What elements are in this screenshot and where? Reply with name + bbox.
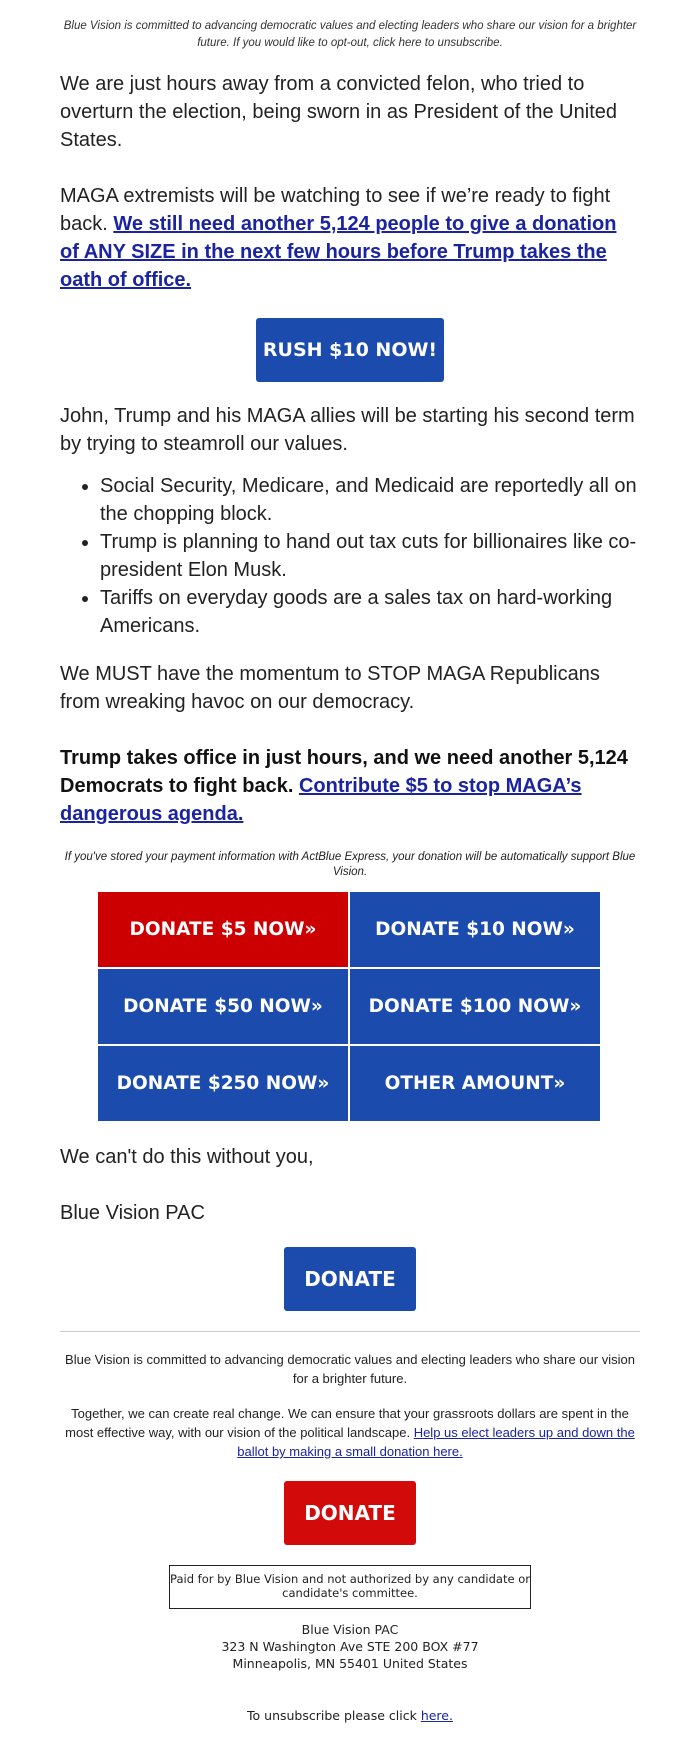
donation-goal-link[interactable]: We still need another 5,124 people to give a donation of ANY SIZE in the next few hours before Trump takes the oath of office. xyxy=(60,213,617,291)
address-line: 323 N Washington Ave STE 200 BOX #77 xyxy=(221,1639,479,1654)
list-item: • Social Security, Medicare, and Medicaid are reportedly all on the chopping block. xyxy=(100,472,640,528)
footer-divider xyxy=(60,1331,640,1332)
momentum-paragraph: We MUST have the momentum to STOP MAGA Republicans from wreaking havoc on our democracy. xyxy=(60,663,600,713)
paid-for-disclaimer: Paid for by Blue Vision and not authorized by any candidate or candidate's committee. xyxy=(169,1565,531,1609)
unsubscribe-link[interactable]: here. xyxy=(420,1708,453,1723)
donate-10-button[interactable]: DONATE $10 NOW» xyxy=(350,892,600,967)
call-paragraph xyxy=(60,182,640,294)
address-line: Blue Vision PAC xyxy=(301,1622,399,1637)
intro-paragraph: We are just hours away from a convicted felon, who tried to overturn the election, being sworn in as President of the United States. xyxy=(60,73,617,151)
footer-donate-button[interactable]: DONATE xyxy=(284,1481,416,1545)
address-line: Minneapolis, MN 55401 United States xyxy=(232,1656,468,1671)
donate-100-button[interactable]: DONATE $100 NOW» xyxy=(350,969,600,1044)
donate-button[interactable]: DONATE xyxy=(284,1247,416,1311)
issues-list xyxy=(60,472,640,640)
contribute-5-link[interactable]: Contribute $5 to stop MAGA’s dangerous agenda. xyxy=(60,775,582,825)
list-item: • Trump is planning to hand out tax cuts for billionaires like co-president Elon Musk. xyxy=(100,528,640,584)
call-text: MAGA extremists will be watching to see if we’re ready to fight back. xyxy=(60,185,611,235)
rush-10-button[interactable]: RUSH $10 NOW! xyxy=(256,318,444,382)
mailing-address xyxy=(60,1621,640,1672)
urgent-paragraph xyxy=(60,744,640,828)
small-donation-link[interactable]: Help us elect leaders up and down the ballot by making a small donation here. xyxy=(237,1425,635,1459)
donate-5-button[interactable]: DONATE $5 NOW» xyxy=(98,892,348,967)
together-text: Together, we can create real change. We can ensure that your grassroots dollars are spent in the most effective way, with our vision of the political landscape. xyxy=(65,1406,629,1440)
email-body xyxy=(60,0,640,1723)
list-item: • Tariffs on everyday goods are a sales tax on hard-working Americans. xyxy=(100,584,640,640)
unsubscribe-text: To unsubscribe please click xyxy=(247,1708,417,1723)
preheader-text: Blue Vision is committed to advancing democratic values and electing leaders who share our vision for a brighter future. If you would like to opt-out, click here to unsubscribe. xyxy=(63,20,637,49)
footer-mission: Blue Vision is committed to advancing democratic values and electing leaders who share our vision for a brighter future. xyxy=(65,1352,635,1386)
footer-together xyxy=(60,1404,640,1461)
unsubscribe-line xyxy=(60,1708,640,1723)
donate-other-button[interactable]: OTHER AMOUNT» xyxy=(350,1046,600,1121)
donate-50-button[interactable]: DONATE $50 NOW» xyxy=(98,969,348,1044)
signoff-name: Blue Vision PAC xyxy=(60,1202,205,1224)
donate-250-button[interactable]: DONATE $250 NOW» xyxy=(98,1046,348,1121)
donate-grid xyxy=(98,892,602,1121)
actblue-express-note: If you've stored your payment information with ActBlue Express, your donation will be automatically support Blue Vision. xyxy=(64,851,636,878)
second-term-paragraph: John, Trump and his MAGA allies will be starting his second term by trying to steamroll our values. xyxy=(60,405,635,455)
urgent-text: Trump takes office in just hours, and we need another 5,124 Democrats to fight back. xyxy=(60,747,628,797)
signoff-line: We can't do this without you, xyxy=(60,1146,314,1168)
